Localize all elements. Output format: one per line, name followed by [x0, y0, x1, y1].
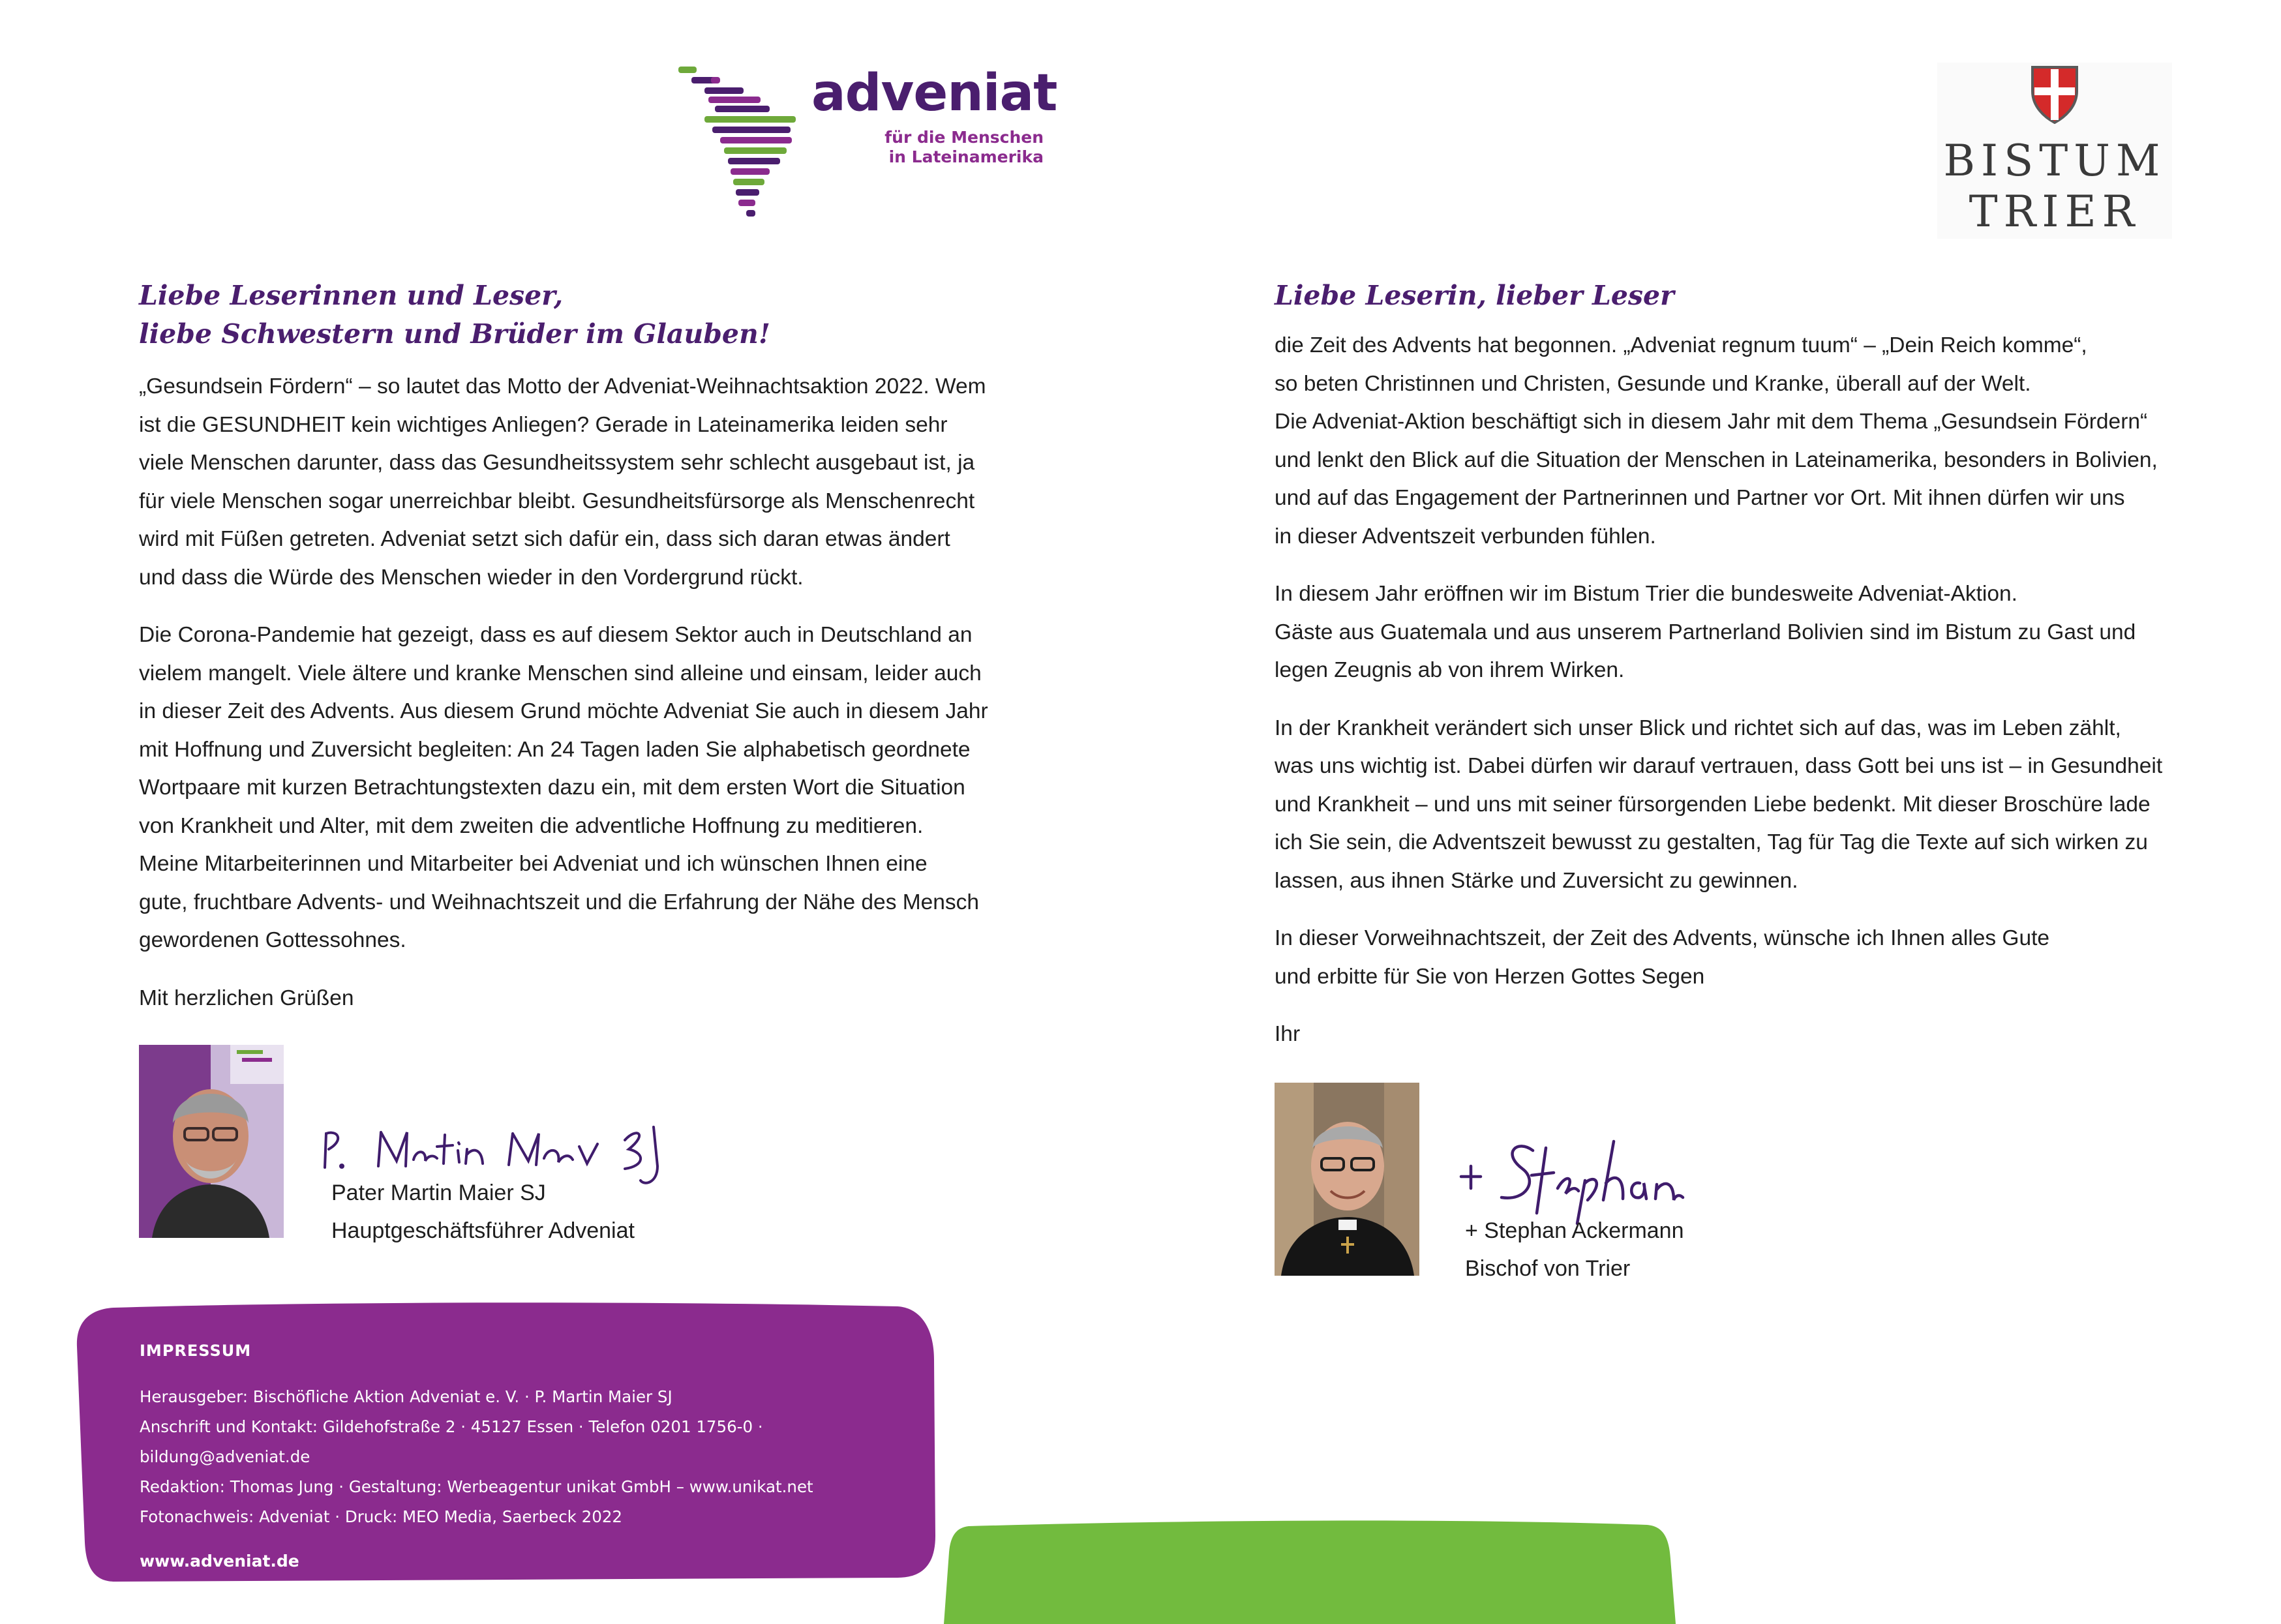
- portrait-photo-martin-maier: [139, 1045, 284, 1238]
- trier-line: TRIER: [1969, 187, 2141, 237]
- closing-line: Mit herzlichen Grüßen: [139, 985, 354, 1010]
- signer-name-left: Pater Martin Maier SJ: [331, 1180, 546, 1205]
- impressum-line: Fotonachweis: Adveniat · Druck: MEO Media, Saerbeck 2022: [140, 1507, 622, 1526]
- green-decorative-shape: [943, 1513, 1680, 1624]
- impressum-line: Redaktion: Thomas Jung · Gestaltung: Werbeagentur unikat GmbH – www.unikat.net: [140, 1477, 813, 1496]
- greeting-right: Liebe Leserin, lieber Leser: [1275, 280, 1674, 311]
- signer-title-right: Bischof von Trier: [1465, 1256, 1631, 1281]
- letter-paragraph: die Zeit des Advents hat begonnen. „Adveniat regnum tuum“ – „Dein Reich komme“, so beten Christinnen und Christen, Gesunde und Kranke, überall auf der Welt. Die Adveniat-Aktion beschäftigt sich in diesem Jahr mit dem Thema „Gesundsein Fördern“ und lenkt den Blick auf die Situation der Menschen in Lateinamerika, besonders in Bolivien, und auf das Engagement der Partnerinnen und Partner vor Ort. Mit ihnen dürfen wir uns in dieser Adventszeit verbunden fühlen.: [1275, 333, 2158, 549]
- bistum-letter: [1275, 277, 2240, 1074]
- adveniat-letter: [139, 277, 1039, 1037]
- impressum-url-link[interactable]: www.adveniat.de: [140, 1552, 299, 1571]
- greeting-line-2: liebe Schwestern und Brüder im Glauben!: [139, 318, 770, 350]
- bistum-line: BISTUM: [1943, 136, 2166, 186]
- closing-line: Ihr: [1275, 1022, 1301, 1046]
- letter-paragraph: „Gesundsein Fördern“ – so lautet das Motto der Adveniat-Weihnachtsaktion 2022. Wem ist die GESUNDHEIT kein wichtiges Anliegen? Gerade in Lateinamerika leiden sehr viele Menschen darunter, dass das Gesundheitssystem sehr schlecht ausgebaut ist, ja für viele Menschen sogar unerreichbar bleibt. Gesundheitsfürsorge als Menschenrecht wird mit Füßen getreten. Adveniat setzt sich dafür ein, dass sich daran etwas ändert und dass die Würde des Menschen wieder in den Vordergrund rückt.: [139, 374, 986, 590]
- portrait-photo-stephan-ackermann: [1275, 1083, 1419, 1276]
- bistum-trier-logo: [1937, 63, 2172, 239]
- impressum-text: [140, 1342, 937, 1576]
- signer-name-right: + Stephan Ackermann: [1465, 1218, 1684, 1243]
- portrait-image: [139, 1045, 284, 1238]
- adveniat-tagline: für die Menschen in Lateinamerika: [884, 128, 1044, 166]
- portrait-image: [1275, 1083, 1419, 1276]
- coat-of-arms-icon: [2031, 65, 2079, 124]
- impressum-title: IMPRESSUM: [140, 1342, 252, 1360]
- adveniat-logo: [678, 63, 1057, 219]
- letter-paragraph: In dieser Vorweihnachtszeit, der Zeit des Advents, wünsche ich Ihnen alles Gute und erbitte für Sie von Herzen Gottes Segen: [1275, 926, 2050, 989]
- impressum-box: [74, 1301, 937, 1582]
- latin-america-map-icon: [678, 63, 809, 219]
- adveniat-wordmark: adveniat: [811, 64, 1057, 123]
- signer-title-left: Hauptgeschäftsführer Adveniat: [331, 1218, 635, 1243]
- impressum-line: Herausgeber: Bischöfliche Aktion Adveniat e. V. · P. Martin Maier SJ: [140, 1387, 672, 1406]
- letter-paragraph: In der Krankheit verändert sich unser Blick und richtet sich auf das, was im Leben zählt, was uns wichtig ist. Dabei dürfen wir darauf vertrauen, dass Gott bei uns ist – in Gesundheit und Krankheit – und uns mit seiner fürsorgenden Liebe bedenkt. Mit dieser Broschüre lade ich Sie sein, die Adventszeit bewusst zu gestalten, Tag für Tag die Texte auf sich wirken zu lassen, aus ihnen Stärke und Zuversicht zu gewinnen.: [1275, 715, 2163, 893]
- impressum-line: Anschrift und Kontakt: Gildehofstraße 2 · 45127 Essen · Telefon 0201 1756-0 · bildung@adveniat.de: [140, 1417, 763, 1466]
- letter-paragraph: In diesem Jahr eröffnen wir im Bistum Trier die bundesweite Adveniat-Aktion. Gäste aus Guatemala und aus unserem Partnerland Bolivien sind im Bistum zu Gast und legen Zeugnis ab von ihrem Wirken.: [1275, 582, 2136, 682]
- letter-paragraph: Die Corona-Pandemie hat gezeigt, dass es auf diesem Sektor auch in Deutschland an vielem mangelt. Viele ältere und kranke Menschen sind alleine und einsam, leider auch in dieser Zeit des Advents. Aus diesem Grund möchte Adveniat Sie auch in diesem Jahr mit Hoffnung und Zuversicht begleiten: An 24 Tagen laden Sie alphabetisch geordnete Wortpaare mit kurzen Betrachtungstexten dazu ein, mit dem ersten Wort die Situation von Krankheit und Alter, mit dem zweiten die adventliche Hoffnung zu meditieren. Meine Mitarbeiterinnen und Mitarbeiter bei Adveniat und ich wünschen Ihnen eine gute, fruchtbare Advents- und Weihnachtszeit und die Erfahrung der Nähe des Mensch gewordenen Gottessohnes.: [139, 623, 988, 952]
- greeting-line-1: Liebe Leserinnen und Leser,: [139, 280, 564, 311]
